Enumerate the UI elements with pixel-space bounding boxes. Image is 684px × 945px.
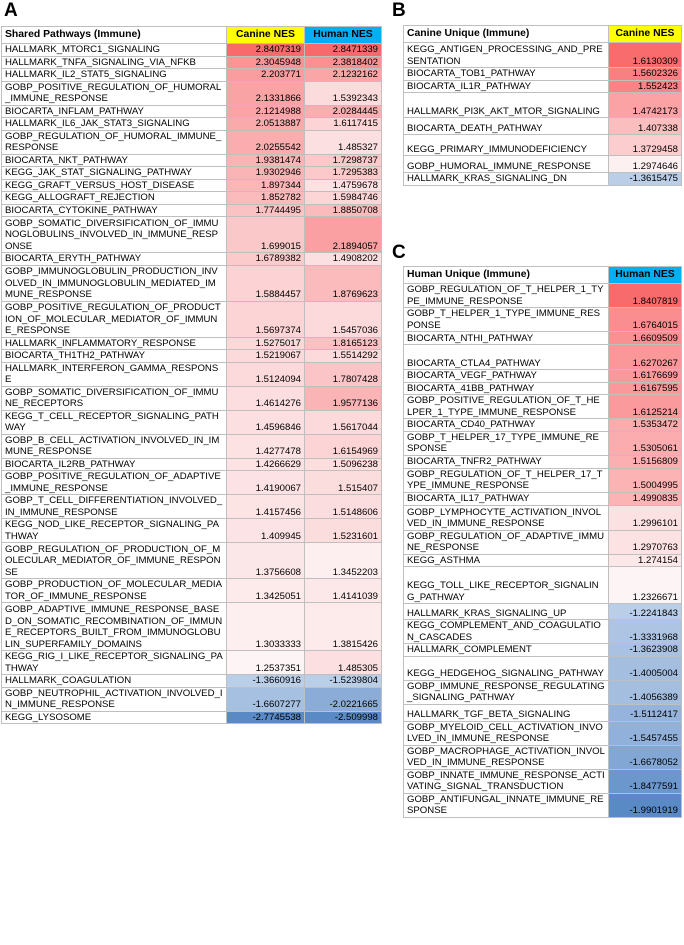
- canine-nes-value: 1.5124094: [227, 362, 305, 386]
- table-row: [2, 687, 382, 711]
- pathway-name: GOBP_REGULATION_OF_ADAPTIVE_IMMUNE_RESPONSE: [404, 530, 609, 554]
- pathway-name: GOBP_T_HELPER_17_TYPE_IMMUNE_RESPONSE: [404, 431, 609, 455]
- human-nes-value: 1.5148606: [305, 495, 382, 519]
- pathway-name: GOBP_POSITIVE_REGULATION_OF_ADAPTIVE_IMMUNE_RESPONSE: [2, 471, 227, 495]
- human-nes-value: 2.1232162: [305, 69, 382, 82]
- pathway-name: BIOCARTA_ERYTH_PATHWAY: [2, 253, 227, 266]
- table-row: [404, 704, 682, 721]
- table-row: [2, 579, 382, 603]
- canine-nes-value: 1.4277478: [227, 434, 305, 458]
- pathway-name: BIOCARTA_DEATH_PATHWAY: [404, 118, 609, 135]
- human-nes-header: Human NES: [305, 27, 382, 44]
- pathway-name: BIOCARTA_TNFR2_PATHWAY: [404, 455, 609, 468]
- human-nes-value: 1.7298737: [305, 154, 382, 167]
- human-nes-value: 1.8850708: [305, 204, 382, 217]
- canine-nes-value: 1.3729458: [609, 135, 682, 156]
- pathway-name: GOBP_POSITIVE_REGULATION_OF_HUMORAL_IMMUNE_RESPONSE: [2, 81, 227, 105]
- panel-c-letter: C: [392, 242, 406, 263]
- canine-nes-value: 2.0513887: [227, 118, 305, 131]
- pathway-name: GOBP_INNATE_IMMUNE_RESPONSE_ACTIVATING_SIGNAL_TRANSDUCTION: [404, 769, 609, 793]
- table-row: [404, 345, 682, 370]
- pathway-name: KEGG_ALLOGRAFT_REJECTION: [2, 192, 227, 205]
- canine-nes-value: 1.5884457: [227, 265, 305, 301]
- canine-nes-value: 1.897344: [227, 179, 305, 192]
- table-row: [2, 386, 382, 410]
- human-nes-value: 1.3452203: [305, 543, 382, 579]
- human-nes-value: 1.6764015: [609, 308, 682, 332]
- table-row: [2, 301, 382, 337]
- human-unique-table: [403, 266, 682, 818]
- table-title: Shared Pathways (Immune): [2, 27, 227, 44]
- table-row: [404, 395, 682, 419]
- table-row: [2, 711, 382, 724]
- canine-nes-header: Canine NES: [227, 27, 305, 44]
- pathway-name: KEGG_NOD_LIKE_RECEPTOR_SIGNALING_PATHWAY: [2, 519, 227, 543]
- table-row: [404, 604, 682, 620]
- human-nes-value: 1.4141039: [305, 579, 382, 603]
- pathway-name: KEGG_HEDGEHOG_SIGNALING_PATHWAY: [404, 656, 609, 680]
- pathway-name: GOBP_REGULATION_OF_PRODUCTION_OF_MOLECULAR_MEDIATOR_OF_IMMUNE_RESPONSE: [2, 543, 227, 579]
- human-nes-value: -1.8477591: [609, 769, 682, 793]
- table-row: [404, 530, 682, 554]
- pathway-name: GOBP_IMMUNOGLOBULIN_PRODUCTION_INVOLVED_IN_IMMUNOGLOBULIN_MEDIATED_IMMUNE_RESPONSE: [2, 265, 227, 301]
- pathway-name: KEGG_JAK_STAT_SIGNALING_PATHWAY: [2, 167, 227, 180]
- table-row: [404, 173, 682, 186]
- table-row: [404, 554, 682, 567]
- human-nes-value: -1.2241843: [609, 604, 682, 620]
- canine-nes-value: 1.5219067: [227, 350, 305, 363]
- table-row: [2, 167, 382, 180]
- table-row: [404, 721, 682, 745]
- pathway-name: HALLMARK_COAGULATION: [2, 675, 227, 688]
- human-nes-value: 1.6117415: [305, 118, 382, 131]
- canine-nes-value: 1.5275017: [227, 337, 305, 350]
- human-nes-value: -2.0221665: [305, 687, 382, 711]
- table-row: [404, 68, 682, 81]
- human-nes-value: -2.509998: [305, 711, 382, 724]
- pathway-name: HALLMARK_KRAS_SIGNALING_UP: [404, 604, 609, 620]
- pathway-name: KEGG_RIG_I_LIKE_RECEPTOR_SIGNALING_PATHWAY: [2, 651, 227, 675]
- table-row: [2, 130, 382, 154]
- table-row: [2, 154, 382, 167]
- pathway-name: BIOCARTA_IL1R_PATHWAY: [404, 80, 609, 93]
- pathway-name: GOBP_IMMUNE_RESPONSE_REGULATING_SIGNALING_PATHWAY: [404, 680, 609, 704]
- pathway-name: BIOCARTA_VEGF_PATHWAY: [404, 370, 609, 383]
- table-row: [2, 81, 382, 105]
- canine-nes-value: 1.409945: [227, 519, 305, 543]
- human-nes-value: 1.5096238: [305, 458, 382, 471]
- pathway-name: BIOCARTA_NTHI_PATHWAY: [404, 332, 609, 345]
- table-header-row: [404, 267, 682, 284]
- canine-nes-value: 1.3033333: [227, 603, 305, 651]
- human-nes-value: -1.5112417: [609, 704, 682, 721]
- table-row: [2, 350, 382, 363]
- canine-nes-value: -1.3660916: [227, 675, 305, 688]
- table-row: [404, 680, 682, 704]
- pathway-name: KEGG_PRIMARY_IMMUNODEFICIENCY: [404, 135, 609, 156]
- table-row: [2, 543, 382, 579]
- table-row: [404, 644, 682, 657]
- table-row: [2, 265, 382, 301]
- pathway-name: GOBP_T_CELL_DIFFERENTIATION_INVOLVED_IN_IMMUNE_RESPONSE: [2, 495, 227, 519]
- human-nes-value: 2.0284445: [305, 105, 382, 118]
- pathway-name: BIOCARTA_CD40_PATHWAY: [404, 419, 609, 432]
- shared-pathways-table: [1, 26, 382, 724]
- table-row: [2, 105, 382, 118]
- human-nes-value: 1.5004995: [609, 468, 682, 492]
- pathway-name: GOBP_B_CELL_ACTIVATION_INVOLVED_IN_IMMUNE_RESPONSE: [2, 434, 227, 458]
- human-nes-value: 2.3818402: [305, 56, 382, 69]
- table-row: [404, 93, 682, 118]
- human-nes-value: -1.5457455: [609, 721, 682, 745]
- pathway-name: HALLMARK_TGF_BETA_SIGNALING: [404, 704, 609, 721]
- table-row: [404, 135, 682, 156]
- human-nes-value: 1.2996101: [609, 505, 682, 530]
- pathway-name: KEGG_ASTHMA: [404, 554, 609, 567]
- table-row: [404, 382, 682, 395]
- pathway-name: GOBP_SOMATIC_DIVERSIFICATION_OF_IMMUNE_RECEPTORS: [2, 386, 227, 410]
- canine-nes-value: 1.6130309: [609, 43, 682, 68]
- table-row: [404, 492, 682, 505]
- pathway-name: GOBP_POSITIVE_REGULATION_OF_PRODUCTION_OF_MOLECULAR_MEDIATOR_OF_IMMUNE_RESPONSE: [2, 301, 227, 337]
- pathway-name: GOBP_REGULATION_OF_HUMORAL_IMMUNE_RESPONSE: [2, 130, 227, 154]
- canine-nes-value: 1.4742173: [609, 93, 682, 118]
- table-row: [2, 651, 382, 675]
- canine-nes-value: 1.4596846: [227, 410, 305, 434]
- table-row: [404, 80, 682, 93]
- canine-nes-value: 1.699015: [227, 217, 305, 253]
- human-nes-value: 1.6154969: [305, 434, 382, 458]
- human-nes-value: 1.4990835: [609, 492, 682, 505]
- table-title: Canine Unique (Immune): [404, 26, 609, 43]
- canine-nes-value: 1.9302946: [227, 167, 305, 180]
- canine-nes-value: 2.3045948: [227, 56, 305, 69]
- human-nes-value: 1.485305: [305, 651, 382, 675]
- pathway-name: GOBP_ADAPTIVE_IMMUNE_RESPONSE_BASED_ON_SOMATIC_RECOMBINATION_OF_IMMUNE_RECEPTORS_BUILT_FROM_IMMUNOGLOBULIN_SUPERFAMILY_DOMAINS: [2, 603, 227, 651]
- human-nes-value: 1.8165123: [305, 337, 382, 350]
- table-row: [404, 567, 682, 604]
- pathway-name: GOBP_T_HELPER_1_TYPE_IMMUNE_RESPONSE: [404, 308, 609, 332]
- human-nes-value: 2.1894057: [305, 217, 382, 253]
- table-row: [2, 44, 382, 57]
- canine-nes-value: 1.9381474: [227, 154, 305, 167]
- pathway-name: GOBP_MYELOID_CELL_ACTIVATION_INVOLVED_IN_IMMUNE_RESPONSE: [404, 721, 609, 745]
- human-nes-value: -1.3331968: [609, 620, 682, 644]
- canine-nes-value: 2.0255542: [227, 130, 305, 154]
- canine-nes-value: 1.4190067: [227, 471, 305, 495]
- human-nes-value: 1.2326671: [609, 567, 682, 604]
- human-nes-value: -1.5239804: [305, 675, 382, 688]
- pathway-name: HALLMARK_PI3K_AKT_MTOR_SIGNALING: [404, 93, 609, 118]
- human-nes-value: 1.515407: [305, 471, 382, 495]
- table-row: [2, 217, 382, 253]
- table-row: [2, 192, 382, 205]
- canine-nes-value: -2.7745538: [227, 711, 305, 724]
- human-nes-value: 1.485327: [305, 130, 382, 154]
- table-row: [2, 253, 382, 266]
- human-nes-value: 1.5984746: [305, 192, 382, 205]
- table-row: [404, 419, 682, 432]
- pathway-name: HALLMARK_INFLAMMATORY_RESPONSE: [2, 337, 227, 350]
- human-nes-value: 1.5353472: [609, 419, 682, 432]
- human-nes-value: 1.7295383: [305, 167, 382, 180]
- table-row: [404, 505, 682, 530]
- table-row: [404, 308, 682, 332]
- human-nes-value: 1.4759678: [305, 179, 382, 192]
- canine-nes-value: 1.4157456: [227, 495, 305, 519]
- table-row: [2, 434, 382, 458]
- pathway-name: GOBP_NEUTROPHIL_ACTIVATION_INVOLVED_IN_IMMUNE_RESPONSE: [2, 687, 227, 711]
- pathway-name: HALLMARK_INTERFERON_GAMMA_RESPONSE: [2, 362, 227, 386]
- canine-nes-value: 1.2974646: [609, 156, 682, 173]
- human-nes-value: -1.3623908: [609, 644, 682, 657]
- human-nes-value: 1.8407819: [609, 284, 682, 308]
- canine-nes-value: 1.3756608: [227, 543, 305, 579]
- pathway-name: BIOCARTA_TOB1_PATHWAY: [404, 68, 609, 81]
- human-nes-value: -1.4056389: [609, 680, 682, 704]
- table-row: [404, 431, 682, 455]
- canine-nes-value: 2.8407319: [227, 44, 305, 57]
- human-nes-value: 2.8471339: [305, 44, 382, 57]
- human-nes-value: 1.4908202: [305, 253, 382, 266]
- human-nes-value: 1.8769623: [305, 265, 382, 301]
- table-row: [404, 332, 682, 345]
- canine-nes-value: 2.1331866: [227, 81, 305, 105]
- human-nes-value: 1.5231601: [305, 519, 382, 543]
- human-nes-value: 1.5514292: [305, 350, 382, 363]
- human-nes-header: Human NES: [609, 267, 682, 284]
- canine-nes-value: -1.6607277: [227, 687, 305, 711]
- canine-nes-value: 1.3425051: [227, 579, 305, 603]
- table-row: [404, 620, 682, 644]
- pathway-name: BIOCARTA_CYTOKINE_PATHWAY: [2, 204, 227, 217]
- table-row: [2, 471, 382, 495]
- canine-nes-value: 1.7744495: [227, 204, 305, 217]
- table-row: [404, 455, 682, 468]
- human-nes-value: 1.7807428: [305, 362, 382, 386]
- pathway-name: GOBP_SOMATIC_DIVERSIFICATION_OF_IMMUNOGLOBULINS_INVOLVED_IN_IMMUNE_RESPONSE: [2, 217, 227, 253]
- table-row: [2, 410, 382, 434]
- pathway-name: KEGG_GRAFT_VERSUS_HOST_DISEASE: [2, 179, 227, 192]
- pathway-name: GOBP_LYMPHOCYTE_ACTIVATION_INVOLVED_IN_IMMUNE_RESPONSE: [404, 505, 609, 530]
- table-row: [2, 519, 382, 543]
- table-row: [2, 337, 382, 350]
- table-row: [2, 179, 382, 192]
- human-nes-value: -1.9901919: [609, 793, 682, 817]
- human-nes-value: 1.5457036: [305, 301, 382, 337]
- pathway-name: GOBP_HUMORAL_IMMUNE_RESPONSE: [404, 156, 609, 173]
- human-nes-value: 1.5617044: [305, 410, 382, 434]
- canine-nes-header: Canine NES: [609, 26, 682, 43]
- pathway-name: HALLMARK_MTORC1_SIGNALING: [2, 44, 227, 57]
- pathway-name: GOBP_REGULATION_OF_T_HELPER_1_TYPE_IMMUNE_RESPONSE: [404, 284, 609, 308]
- table-row: [2, 675, 382, 688]
- canine-unique-table: [403, 25, 682, 186]
- pathway-name: HALLMARK_KRAS_SIGNALING_DN: [404, 173, 609, 186]
- pathway-name: GOBP_POSITIVE_REGULATION_OF_T_HELPER_1_TYPE_IMMUNE_RESPONSE: [404, 395, 609, 419]
- pathway-name: KEGG_COMPLEMENT_AND_COAGULATION_CASCADES: [404, 620, 609, 644]
- pathway-name: GOBP_REGULATION_OF_T_HELPER_17_TYPE_IMMUNE_RESPONSE: [404, 468, 609, 492]
- human-nes-value: -1.4005004: [609, 656, 682, 680]
- table-row: [2, 204, 382, 217]
- table-row: [2, 458, 382, 471]
- table-row: [404, 284, 682, 308]
- table-row: [404, 793, 682, 817]
- human-nes-value: 1.6609509: [609, 332, 682, 345]
- table-row: [2, 362, 382, 386]
- canine-nes-value: -1.3615475: [609, 173, 682, 186]
- canine-nes-value: 1.4614276: [227, 386, 305, 410]
- table-row: [404, 370, 682, 383]
- pathway-name: HALLMARK_COMPLEMENT: [404, 644, 609, 657]
- pathway-name: GOBP_PRODUCTION_OF_MOLECULAR_MEDIATOR_OF_IMMUNE_RESPONSE: [2, 579, 227, 603]
- canine-nes-value: 1.6789382: [227, 253, 305, 266]
- pathway-name: BIOCARTA_TH1TH2_PATHWAY: [2, 350, 227, 363]
- table-row: [404, 43, 682, 68]
- human-nes-value: 1.6176699: [609, 370, 682, 383]
- human-nes-value: 1.6270267: [609, 345, 682, 370]
- canine-nes-value: 1.4266629: [227, 458, 305, 471]
- canine-nes-value: 1.552423: [609, 80, 682, 93]
- human-nes-value: 1.5392343: [305, 81, 382, 105]
- canine-nes-value: 2.1214988: [227, 105, 305, 118]
- human-nes-value: 1.6125214: [609, 395, 682, 419]
- table-row: [404, 656, 682, 680]
- table-row: [404, 468, 682, 492]
- canine-nes-value: 1.5697374: [227, 301, 305, 337]
- human-nes-value: 1.2970763: [609, 530, 682, 554]
- table-row: [2, 603, 382, 651]
- pathway-name: GOBP_MACROPHAGE_ACTIVATION_INVOLVED_IN_IMMUNE_RESPONSE: [404, 745, 609, 769]
- table-row: [2, 69, 382, 82]
- pathway-name: GOBP_ANTIFUNGAL_INNATE_IMMUNE_RESPONSE: [404, 793, 609, 817]
- human-nes-value: -1.6678052: [609, 745, 682, 769]
- pathway-name: KEGG_ANTIGEN_PROCESSING_AND_PRESENTATION: [404, 43, 609, 68]
- canine-nes-value: 2.203771: [227, 69, 305, 82]
- pathway-name: KEGG_LYSOSOME: [2, 711, 227, 724]
- panel-a-letter: A: [4, 0, 18, 21]
- pathway-name: KEGG_T_CELL_RECEPTOR_SIGNALING_PATHWAY: [2, 410, 227, 434]
- table-header-row: [2, 27, 382, 44]
- table-row: [2, 56, 382, 69]
- table-row: [404, 745, 682, 769]
- pathway-name: BIOCARTA_CTLA4_PATHWAY: [404, 345, 609, 370]
- pathway-name: KEGG_TOLL_LIKE_RECEPTOR_SIGNALING_PATHWAY: [404, 567, 609, 604]
- canine-nes-value: 1.407338: [609, 118, 682, 135]
- pathway-name: BIOCARTA_INFLAM_PATHWAY: [2, 105, 227, 118]
- table-row: [2, 118, 382, 131]
- human-nes-value: 1.274154: [609, 554, 682, 567]
- human-nes-value: 1.9577136: [305, 386, 382, 410]
- table-row: [2, 495, 382, 519]
- human-nes-value: 1.5156809: [609, 455, 682, 468]
- pathway-name: HALLMARK_IL2_STAT5_SIGNALING: [2, 69, 227, 82]
- pathway-name: HALLMARK_IL6_JAK_STAT3_SIGNALING: [2, 118, 227, 131]
- table-row: [404, 156, 682, 173]
- table-row: [404, 118, 682, 135]
- pathway-name: BIOCARTA_IL2RB_PATHWAY: [2, 458, 227, 471]
- table-title: Human Unique (Immune): [404, 267, 609, 284]
- pathway-name: BIOCARTA_IL17_PATHWAY: [404, 492, 609, 505]
- pathway-name: HALLMARK_TNFA_SIGNALING_VIA_NFKB: [2, 56, 227, 69]
- canine-nes-value: 1.2537351: [227, 651, 305, 675]
- human-nes-value: 1.3815426: [305, 603, 382, 651]
- human-nes-value: 1.6167595: [609, 382, 682, 395]
- canine-nes-value: 1.5602326: [609, 68, 682, 81]
- canine-nes-value: 1.852782: [227, 192, 305, 205]
- table-row: [404, 769, 682, 793]
- human-nes-value: 1.5305061: [609, 431, 682, 455]
- pathway-name: BIOCARTA_NKT_PATHWAY: [2, 154, 227, 167]
- table-header-row: [404, 26, 682, 43]
- pathway-name: BIOCARTA_41BB_PATHWAY: [404, 382, 609, 395]
- panel-b-letter: B: [392, 0, 406, 21]
